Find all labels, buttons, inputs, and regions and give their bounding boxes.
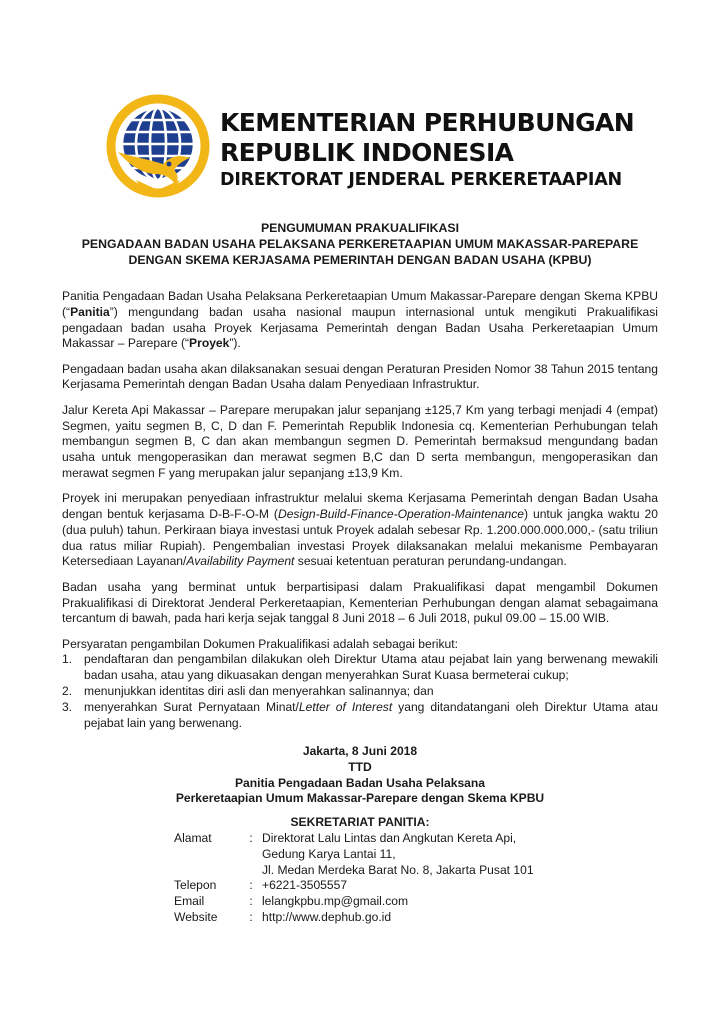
organization-name [220, 108, 634, 192]
phone-row [174, 878, 534, 894]
heading-line-1: PENGUMUMAN PRAKUALIFIKASI [260, 221, 460, 235]
list-text: menyerahkan Surat Pernyataan Minat/ [84, 699, 299, 714]
colon: : [249, 878, 253, 893]
list-text: yang ditandatangani oleh Direktur Utama atau pejabat lain yang berwenang. [84, 699, 658, 730]
letterhead [106, 94, 635, 204]
paragraph-document-pickup: Badan usaha yang berminat untuk berpartisipasi dalam Prakualifikasi dapat mengambil Dokumen Prakualifikasi di Direktorat Jenderal Perkeretaapian, Kementerian Perhubungan dengan alamat sebagaimana tercantum di bawah, pada hari kerja sejak tanggal 8 Juni 2018 – 6 Juli 2018, pukul 09.00 – 15.00 WIB. [62, 579, 658, 626]
org-line-republic: REPUBLIK INDONESIA [220, 138, 514, 167]
list-item [62, 700, 658, 732]
committee-line-1: Panitia Pengadaan Badan Usaha Pelaksana [234, 775, 486, 790]
list-text: pendaftaran dan pengambilan dilakukan oleh Direktur Utama atau pejabat lain yang berwenang mewakili badan usaha, atau yang dikuasakan dengan menyerahkan Surat Kuasa bermeterai cukup; [84, 652, 658, 683]
list-text: menunjukkan identitas diri asli dan menyerahkan salinannya; dan [84, 684, 434, 699]
paragraph-invitation [62, 289, 658, 352]
heading-line-3: DENGAN SKEMA KERJASAMA PEMERINTAH DENGAN BADAN USAHA (KPBU) [128, 253, 592, 267]
paragraph-requirements-intro: Persyaratan pengambilan Dokumen Prakualifikasi adalah sebagai berikut: [62, 636, 458, 651]
p1-term-panitia: Panitia [70, 304, 110, 319]
address-label: Alamat [174, 831, 212, 845]
email-row [174, 894, 534, 910]
address-line-1: Direktorat Lalu Lintas dan Angkutan Kereta Api, [262, 831, 517, 845]
p1-text-a: Panitia Pengadaan Badan Usaha Pelaksana Perkeretaapian Umum Makassar-Parepare dengan Skema KPBU (“ [62, 289, 658, 319]
p4-text-e: sesuai ketentuan peraturan perundang-undangan. [294, 554, 567, 569]
signature-block [40, 744, 680, 807]
list-item [62, 652, 658, 684]
announcement-body [62, 289, 658, 731]
heading-line-2: PENGADAAN BADAN USAHA PELAKSANA PERKERETAAPIAN UMUM MAKASSAR-PAREPARE [81, 237, 639, 251]
announcement-heading [40, 220, 680, 268]
requirements-list [62, 652, 658, 731]
address-line-2: Gedung Karya Lantai 11, [262, 846, 396, 861]
p1-text-c: ”) mengundang badan usaha nasional maupun internasional untuk mengikuti Prakualifikasi pengadaan badan usaha Proyek Kerjasama Pemerintah dengan Badan Usaha Perkeretaapian Umum Makassar – Parepare (“ [62, 304, 658, 351]
list-term-letter-of-interest: Letter of Interest [298, 699, 393, 714]
address-row [174, 847, 534, 863]
paragraph-regulation: Pengadaan badan usaha akan dilaksanakan sesuai dengan Peraturan Presiden Nomor 38 Tahun 2015 tentang Kerjasama Pemerintah dengan Badan Usaha dalam Penyediaan Infrastruktur. [62, 361, 658, 392]
paragraph-railway-segments: Jalur Kereta Api Makassar – Parepare merupakan jalur sepanjang ±125,7 Km yang terbagi menjadi 4 (empat) Segmen, yaitu segmen B, C, D dan F. Pemerintah Republik Indonesia cq. Kementerian Perhubungan telah membangun segmen B, C dan akan membangun segmen D. Pemerintah bermaksud mengundang badan usaha untuk mengoperasikan dan merawat segmen B,C dan D serta membangun, mengoperasikan dan merawat segmen F yang merupakan jalur sepanjang ±13,9 Km. [62, 402, 658, 480]
website-value: http://www.dephub.go.id [262, 909, 392, 924]
phone-label: Telepon [174, 878, 217, 893]
p1-term-proyek: Proyek [189, 336, 230, 351]
org-line-directorate: DIREKTORAT JENDERAL PERKERETAAPIAN [220, 170, 622, 190]
list-number: 1. [62, 652, 73, 667]
org-line-ministry: KEMENTERIAN PERHUBUNGAN [220, 108, 635, 137]
address-line-3: Jl. Medan Merdeka Barat No. 8, Jakarta Pusat 101 [262, 862, 534, 877]
website-row [174, 910, 534, 926]
ttd-mark: TTD [348, 759, 372, 774]
committee-line-2: Perkeretaapian Umum Makassar-Parepare dengan Skema KPBU [175, 791, 545, 806]
ministry-emblem-icon [106, 94, 210, 198]
p4-text-a: Proyek ini merupakan penyediaan infrastruktur melalui skema Kerjasama Pemerintah dengan Badan Usaha dengan bentuk kerjasama D-B-F-O-M ( [62, 491, 658, 522]
email-value: lelangkpbu.mp@gmail.com [262, 894, 409, 909]
p4-term-dbfom: Design-Build-Finance-Operation-Maintenance [277, 507, 525, 522]
colon: : [249, 909, 253, 924]
email-label: Email [174, 894, 205, 909]
p4-term-availability: Availability Payment [186, 554, 295, 569]
list-number: 3. [62, 699, 73, 714]
place-date: Jakarta, 8 Juni 2018 [302, 744, 418, 758]
list-number: 2. [62, 684, 73, 699]
address-row [174, 863, 534, 879]
website-label: Website [174, 909, 218, 924]
secretariat-title: SEKRETARIAT PANITIA: [290, 815, 430, 829]
phone-value: +6221-3505557 [262, 878, 348, 893]
paragraph-project-scheme [62, 491, 658, 570]
colon: : [249, 894, 253, 909]
list-item [62, 684, 658, 700]
colon: : [249, 831, 253, 845]
secretariat-contact [174, 831, 534, 926]
p1-text-e: ”). [229, 336, 241, 351]
address-row [174, 831, 534, 847]
p4-text-c: ) untuk jangka waktu 20 (dua puluh) tahun. Perkiraan biaya investasi untuk Proyek adalah sebesar Rp. 1.200.000.000.000,- (satu triliun dua ratus miliar Rupiah). Pengembalian investasi Proyek dilaksanakan melalui mekanisme Pembayaran Ketersediaan Layanan/ [62, 507, 659, 569]
